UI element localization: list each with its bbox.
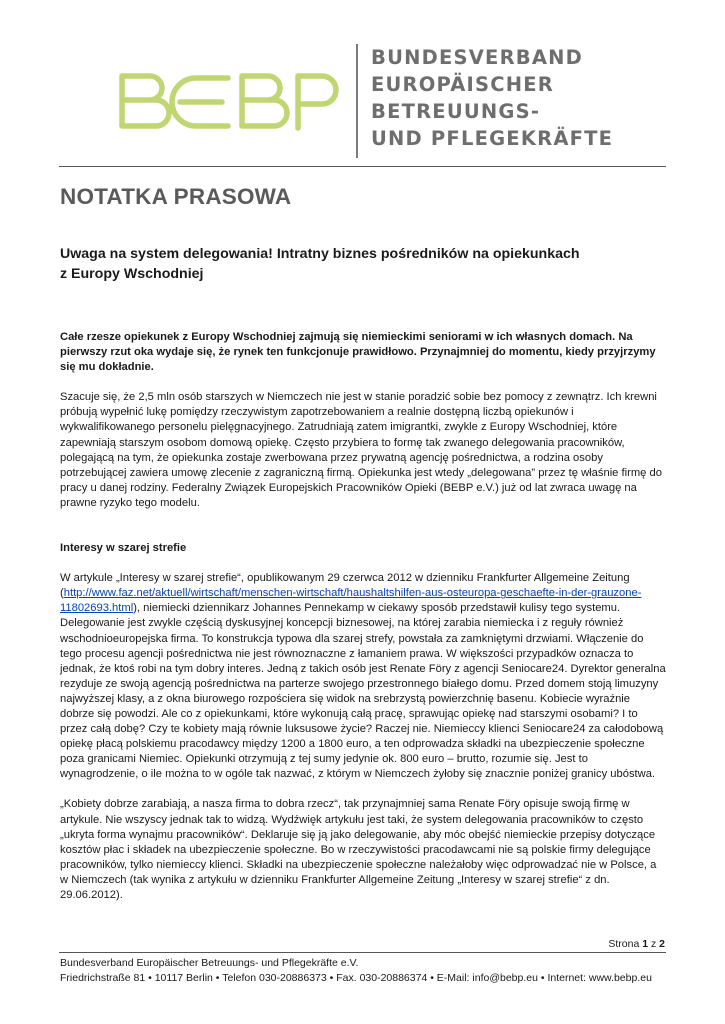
bebp-logo: [118, 72, 340, 132]
logo-letter-p: [298, 76, 336, 128]
organization-name: [371, 44, 651, 152]
paragraph: [60, 571, 667, 782]
footer: [60, 956, 667, 986]
org-name-line: EUROPÄISCHER: [371, 73, 555, 96]
paragraph-text: W artykule „Interesy w szarej strefie“, opublikowanym 29 czerwca 2012 w dzienniku Frankfurter Allgemeine Zeitung (: [60, 572, 630, 600]
footer-contact: Friedrichstraße 81 • 10117 Berlin • Telefon 030-20886373 • Fax. 030-20886374 • E-Mail: info@bebp.eu • Internet: www.bebp.eu: [60, 972, 652, 984]
current-page: 1: [642, 938, 649, 950]
org-name-line: UND PFLEGEKRÄFTE: [371, 127, 614, 150]
document-type-title: NOTATKA PRASOWA: [60, 184, 292, 209]
footer-rule: [59, 952, 666, 953]
footer-org-name: Bundesverband Europäischer Betreuungs- und Pflegekräfte e.V.: [60, 957, 359, 969]
total-pages: 2: [659, 938, 665, 950]
press-headline: [60, 244, 660, 284]
headline-line: Uwaga na system delegowania! Intratny biznes pośredników na opiekunkach: [60, 246, 580, 262]
logo-letter-b1: [122, 76, 169, 126]
org-name-line: BETREUUNGS-: [371, 100, 541, 123]
paragraph: „Kobiety dobrze zarabiają, a nasza firma to dobra rzecz“, tak przynajmniej sama Renate Föry opisuje swoją firmę w artykule. Nie wszyscy jednak tak to widzą. Wydźwięk artykułu jest taki, że system delegowania pracowników to często „ukryta forma wynajmu pracowników“. Deklaruje się ją jako delegowanie, aby móc obejść niemieckie przepisy dotyczące kosztów płac i składek na ubezpieczenie społeczne. Bo w rzeczywistości pracodawcami nie są polskie firmy delegujące pracowników, tylko niemieccy klienci. Składki na ubezpieczenie społeczne należałoby więc odprowadzać nie w Polsce, a w Niemczech (tak wynika z artykułu w dzienniku Frankfurter Allgemeine Zeitung „Interesy w szarej strefie“ z dn. 29.06.2012).: [60, 798, 657, 901]
org-name-line: BUNDESVERBAND: [371, 46, 584, 69]
header-divider: [356, 44, 358, 158]
page-number: [608, 938, 665, 950]
faz-article-link[interactable]: http://www.faz.net/aktuell/wirtschaft/menschen-wirtschaft/haushaltshilfen-aus-osteuropa-geschaefte-in-der-grauzone-11802693.html: [60, 587, 642, 615]
header-rule: [59, 166, 666, 167]
paragraph: Szacuje się, że 2,5 mln osób starszych w Niemczech nie jest w stanie poradzić sobie bez pomocy z zewnątrz. Ich krewni próbują wypełnić lukę pomiędzy rzeczywistym zapotrzebowaniem a realnie dostępną liczbą opiekunów i wykwalifikowanego personelu pielęgnacyjnego. Zatrudniają zatem imigrantki, zwykle z Europy Wschodniej, które zapewniają starszym osobom domową opiekę. Często przybiera to formę tak zwanego delegowania pracowników, polegającą na tym, że opiekunka zostaje zwerbowana przez prywatną agencję pośrednictwa, a rodzina osoby potrzebującej zawiera umowę zlecenie z zagraniczną firmą. Opiekunka jest wtedy „delegowana” przez tę właśnie firmę do pracy u danej rodziny. Federalny Związek Europejskich Pracowników Opieki (BEBP e.V.) już od lat zwraca uwagę na prawne ryzyko tego modelu.: [60, 391, 662, 509]
bebp-logo-graphic: [118, 72, 340, 132]
article-body: [60, 330, 667, 903]
paragraph-text: ), niemiecki dziennikarz Johannes Pennekamp w ciekawy sposób przedstawił kulisy tego systemu. Delegowanie jest zwykle częścią dyskusyjnej koncepcji biznesowej, na której zarabia niemiecka i z reguły również wschodnioeuropejska firma. To konstrukcja typowa dla szarej strefy, powstała za zamkniętymi drzwiami. Włączenie do tego procesu agencji pośrednictwa nie jest równoznaczne z łamaniem prawa. W większości przypadków oznacza to jednak, że ktoś robi na tym dobry interes. Jedną z takich osób jest Renate Föry z agencji Seniocare24. Dyrektor generalna rezyduje ze swoją agencją pośrednictwa na parterze swojego przestronnego białego domu. Przed domem stoją limuzyny najwyższej klasy, a z okna biurowego rozpościera się widok na srebrzystą powierzchnię basenu. Kobiecie wyraźnie dobrze się powodzi. Ale co z opiekunkami, które wykonują całą pracę, sprawując opiekę nad starszymi osobami? I to przez całą dobę? Czy te kobiety mają równie luksusowe życie? Raczej nie. Niemieccy klienci Seniocare24 za całodobową opiekę płacą polskiemu pracodawcy między 1200 a 1800 euro, a ten odprowadza składki na ubezpieczenie społeczne poza granicami Niemiec. Opiekunki otrzymują z tej sumy jedynie ok. 800 euro – brutto, rozumie się. Jest to wynagrodzenie, o ile można to w ogóle tak nazwać, z którym w Niemczech żyłoby się znacznie poniżej granicy ubóstwa.: [60, 602, 666, 781]
page-label: Strona: [608, 938, 640, 950]
logo-letter-e: [172, 78, 228, 126]
headline-line: z Europy Wschodniej: [60, 266, 204, 282]
lead-paragraph: Całe rzesze opiekunek z Europy Wschodniej zajmują się niemieckimi seniorami w ich własnych domach. Na pierwszy rzut oka wydaje się, że rynek ten funkcjonuje prawidłowo. Przynajmniej do momentu, kiedy przyjrzymy się mu dokładnie.: [60, 331, 656, 374]
page-separator: z: [650, 938, 657, 950]
section-heading: Interesy w szarej strefie: [60, 542, 187, 555]
logo-letter-b2: [242, 76, 287, 126]
